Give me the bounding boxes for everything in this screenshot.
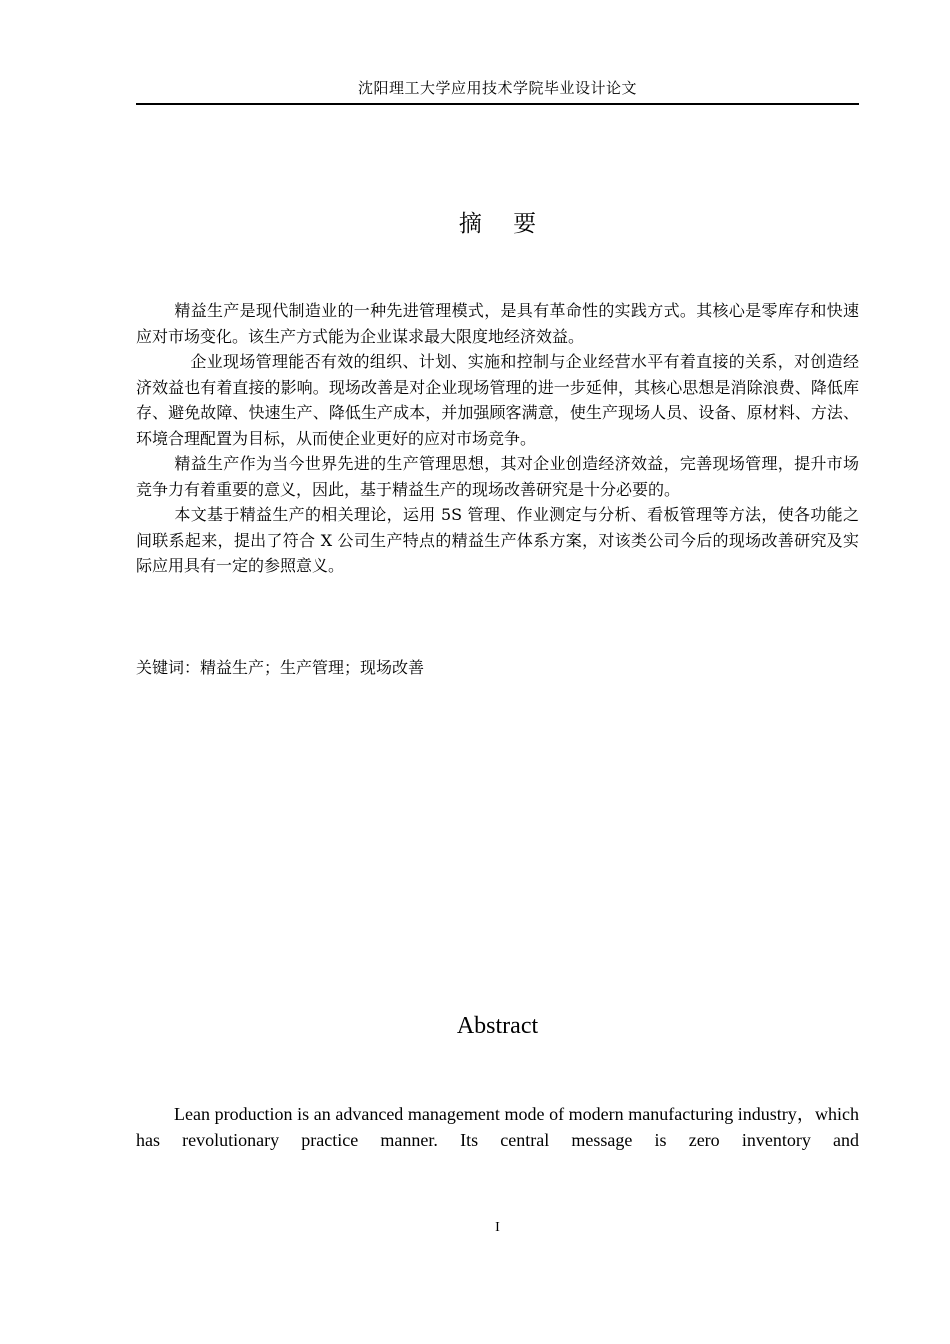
english-abstract-paragraph: Lean production is an advanced management mode of modern manufacturing industry，which has revolutionary practice manner. Its central message is zero inventory and: [136, 1104, 859, 1150]
chinese-keywords: [136, 655, 859, 680]
page-number: I: [495, 1220, 500, 1235]
chinese-abstract-paragraph-2: 企业现场管理能否有效的组织、计划、实施和控制与企业经营水平有着直接的关系，对创造经济效益也有着直接的影响。现场改善是对企业现场管理的进一步延伸，其核心思想是消除浪费、降低库存、避免故障、快速生产、降低生产成本，并加强顾客满意，使生产现场人员、设备、原材料、方法、环境合理配置为目标，从而使企业更好的应对市场竞争。: [136, 352, 859, 448]
chinese-abstract-paragraph-1: 精益生产是现代制造业的一种先进管理模式，是具有革命性的实践方式。其核心是零库存和快速应对市场变化。该生产方式能为企业谋求最大限度地经济效益。: [136, 301, 859, 346]
chinese-abstract-paragraph-3: 精益生产作为当今世界先进的生产管理思想，其对企业创造经济效益，完善现场管理，提升市场竞争力有着重要的意义，因此，基于精益生产的现场改善研究是十分必要的。: [136, 454, 859, 499]
keywords-label: 关键词：: [136, 658, 201, 677]
chinese-abstract-paragraph-4: 本文基于精益生产的相关理论，运用 5S 管理、作业测定与分析、看板管理等方法，使各功能之间联系起来，提出了符合 X 公司生产特点的精益生产体系方案，对该类公司今后的现场改善研究及实际应用具有一定的参照意义。: [136, 505, 859, 575]
chinese-abstract-body: [136, 298, 859, 579]
running-header: 沈阳理工大学应用技术学院毕业设计论文: [357, 79, 637, 97]
header-rule: [136, 103, 859, 105]
chinese-abstract-title: 摘 要: [458, 211, 549, 237]
english-abstract-body: [136, 1101, 859, 1153]
english-abstract-title: Abstract: [456, 1013, 539, 1039]
keywords-value: 精益生产；生产管理；现场改善: [200, 658, 425, 677]
